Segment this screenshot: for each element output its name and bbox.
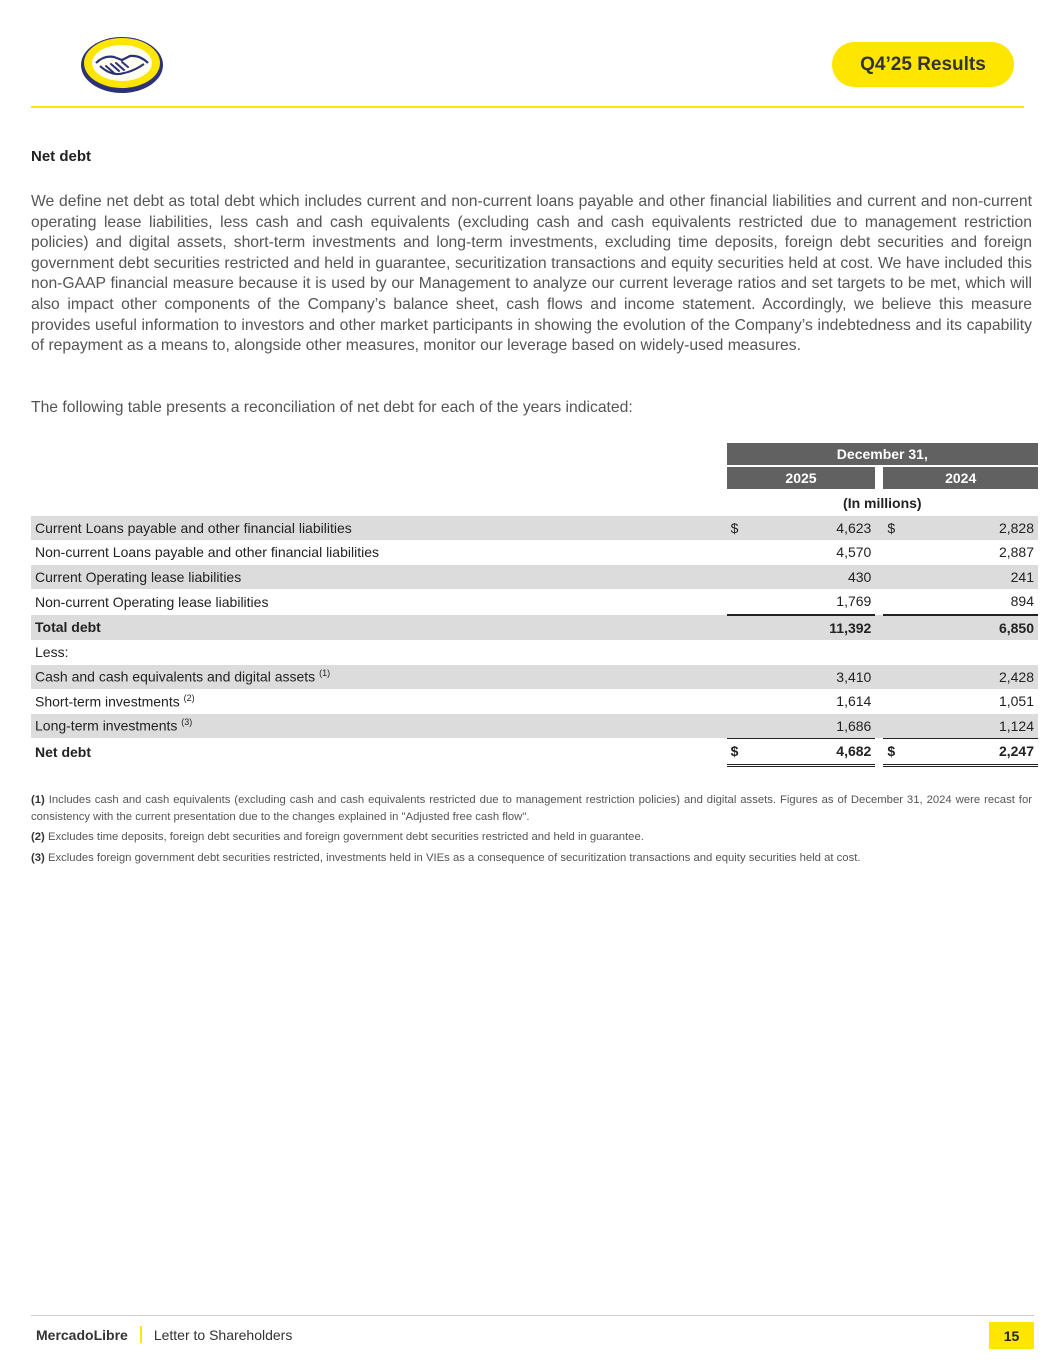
value-2025: 4,682 [757,738,876,767]
total-debt-row [31,615,1038,641]
page-number: 15 [989,1322,1034,1349]
footnote-1: (1) Includes cash and cash equivalents (excluding cash and cash equivalents restricted due to management restriction policies) and digital assets. Figures as of December 31, 2024 were recast for consistency with the current presentation due to the changes explained in "Adjusted free cash flow". [31,794,1032,823]
table-year-header-row [31,467,1038,491]
table-row [31,565,1038,590]
footnotes [31,792,1032,870]
quarter-results-badge: Q4’25 Results [832,42,1014,87]
currency-symbol [727,714,757,739]
currency-symbol [727,665,757,690]
row-label: Long-term investments $^{(3)}$ [31,714,727,739]
footer-document-title: Letter to Shareholders [153,1326,293,1343]
value-2024: 241 [913,565,1038,590]
currency-symbol: $ [727,738,757,767]
currency-symbol: $ [883,738,913,767]
value-2024: 2,828 [913,516,1038,541]
table-units-row [31,491,1038,516]
value-2025: 4,623 [757,516,876,541]
currency-symbol [727,540,757,565]
value-2025: 1,769 [757,589,876,615]
currency-symbol: $ [727,516,757,541]
table-row [31,689,1038,714]
table-row [31,516,1038,541]
footer-divider [31,1315,1034,1316]
value-2025: 1,686 [757,714,876,739]
currency-symbol [883,589,913,615]
footnote-ref: (1) [319,668,331,679]
header-divider [31,106,1024,108]
mercadolibre-logo-icon [78,33,166,95]
value-2025: 3,410 [757,665,876,690]
value-2025: 4,570 [836,544,872,561]
row-label: Current Loans payable and other financial liabilities [31,516,727,541]
table-row [31,714,1038,739]
footer [36,1326,292,1343]
row-label: Non-current Loans payable and other financial liabilities [35,544,379,561]
year-header-2025: 2025 [727,467,876,491]
units-label: (In millions) [843,495,922,512]
period-header: December 31, [727,443,1038,467]
value-2025: 11,392 [757,615,876,641]
currency-symbol [727,615,757,641]
row-label: Cash and cash equivalents and digital assets $^{(1)}$ [31,665,727,690]
table-period-header-row [31,443,1038,467]
currency-symbol [727,589,757,615]
currency-symbol [727,565,757,590]
value-2024: 2,428 [913,665,1038,690]
value-2024: 894 [913,589,1038,615]
year-header-2024: 2024 [883,467,1038,491]
net-debt-reconciliation-table [31,443,1038,767]
currency-symbol [883,615,913,641]
table-row [31,540,1038,565]
table-row [31,665,1038,690]
footer-brand: MercadoLibre [36,1326,128,1343]
value-2024: 2,887 [998,544,1034,561]
net-debt-definition-paragraph: We define net debt as total debt which includes current and non-current loans payable and other financial liabilities and current and non-current operating lease liabilities, less cash and cash equivalents (excluding cash and cash equivalents restricted due to management restriction policies) and digital assets, short-term investments and long-term investments, excluding time deposits, foreign debt securities and foreign government debt securities restricted and held in guarantee, securitization transactions and equity securities held at cost. We have included this non-GAAP financial measure because it is used by our Management to analyze our current leverage ratios and set targets to be met, which will also impact other components of the Company’s balance sheet, cash flows and income statement. Accordingly, we believe this measure provides useful information to investors and other market participants in showing the evolution of the Company’s indebtedness and its capability of repayment as a means to, alongside other measures, monitor our leverage based on widely-used measures. [31,193,1032,355]
currency-symbol [883,714,913,739]
value-2025: 1,614 [836,693,872,710]
value-2024: 1,051 [998,693,1034,710]
currency-symbol [883,665,913,690]
row-label: Net debt [35,744,91,761]
footnote-2: (2) Excludes time deposits, foreign debt securities and foreign government debt securities restricted and held in guarantee. [31,831,644,843]
footer-separator [140,1326,142,1343]
row-label: Current Operating lease liabilities [31,565,727,590]
value-2024: 1,124 [913,714,1038,739]
value-2025: 430 [757,565,876,590]
currency-symbol [883,689,913,714]
section-title: Net debt [31,148,91,165]
table-intro-text: The following table presents a reconciliation of net debt for each of the years indicated: [31,399,633,416]
currency-symbol [883,540,913,565]
footnote-ref: (2) [183,692,195,703]
currency-symbol [727,689,757,714]
value-2024: 6,850 [913,615,1038,641]
net-debt-row [31,738,1038,767]
row-label: Short-term investments $^{(2)}$ [35,692,195,710]
less-row [31,640,1038,665]
table-row [31,589,1038,615]
footnote-3: (3) Excludes foreign government debt securities restricted, investments held in VIEs as a consequence of securitization transactions and equity securities held at cost. [31,851,861,864]
row-label: Less: [35,644,69,661]
currency-symbol [883,565,913,590]
row-label: Non-current Operating lease liabilities [35,593,269,610]
row-label: Total debt [31,615,727,641]
footnote-ref: (3) [181,717,193,728]
value-2024: 2,247 [913,738,1038,767]
currency-symbol: $ [883,516,913,541]
